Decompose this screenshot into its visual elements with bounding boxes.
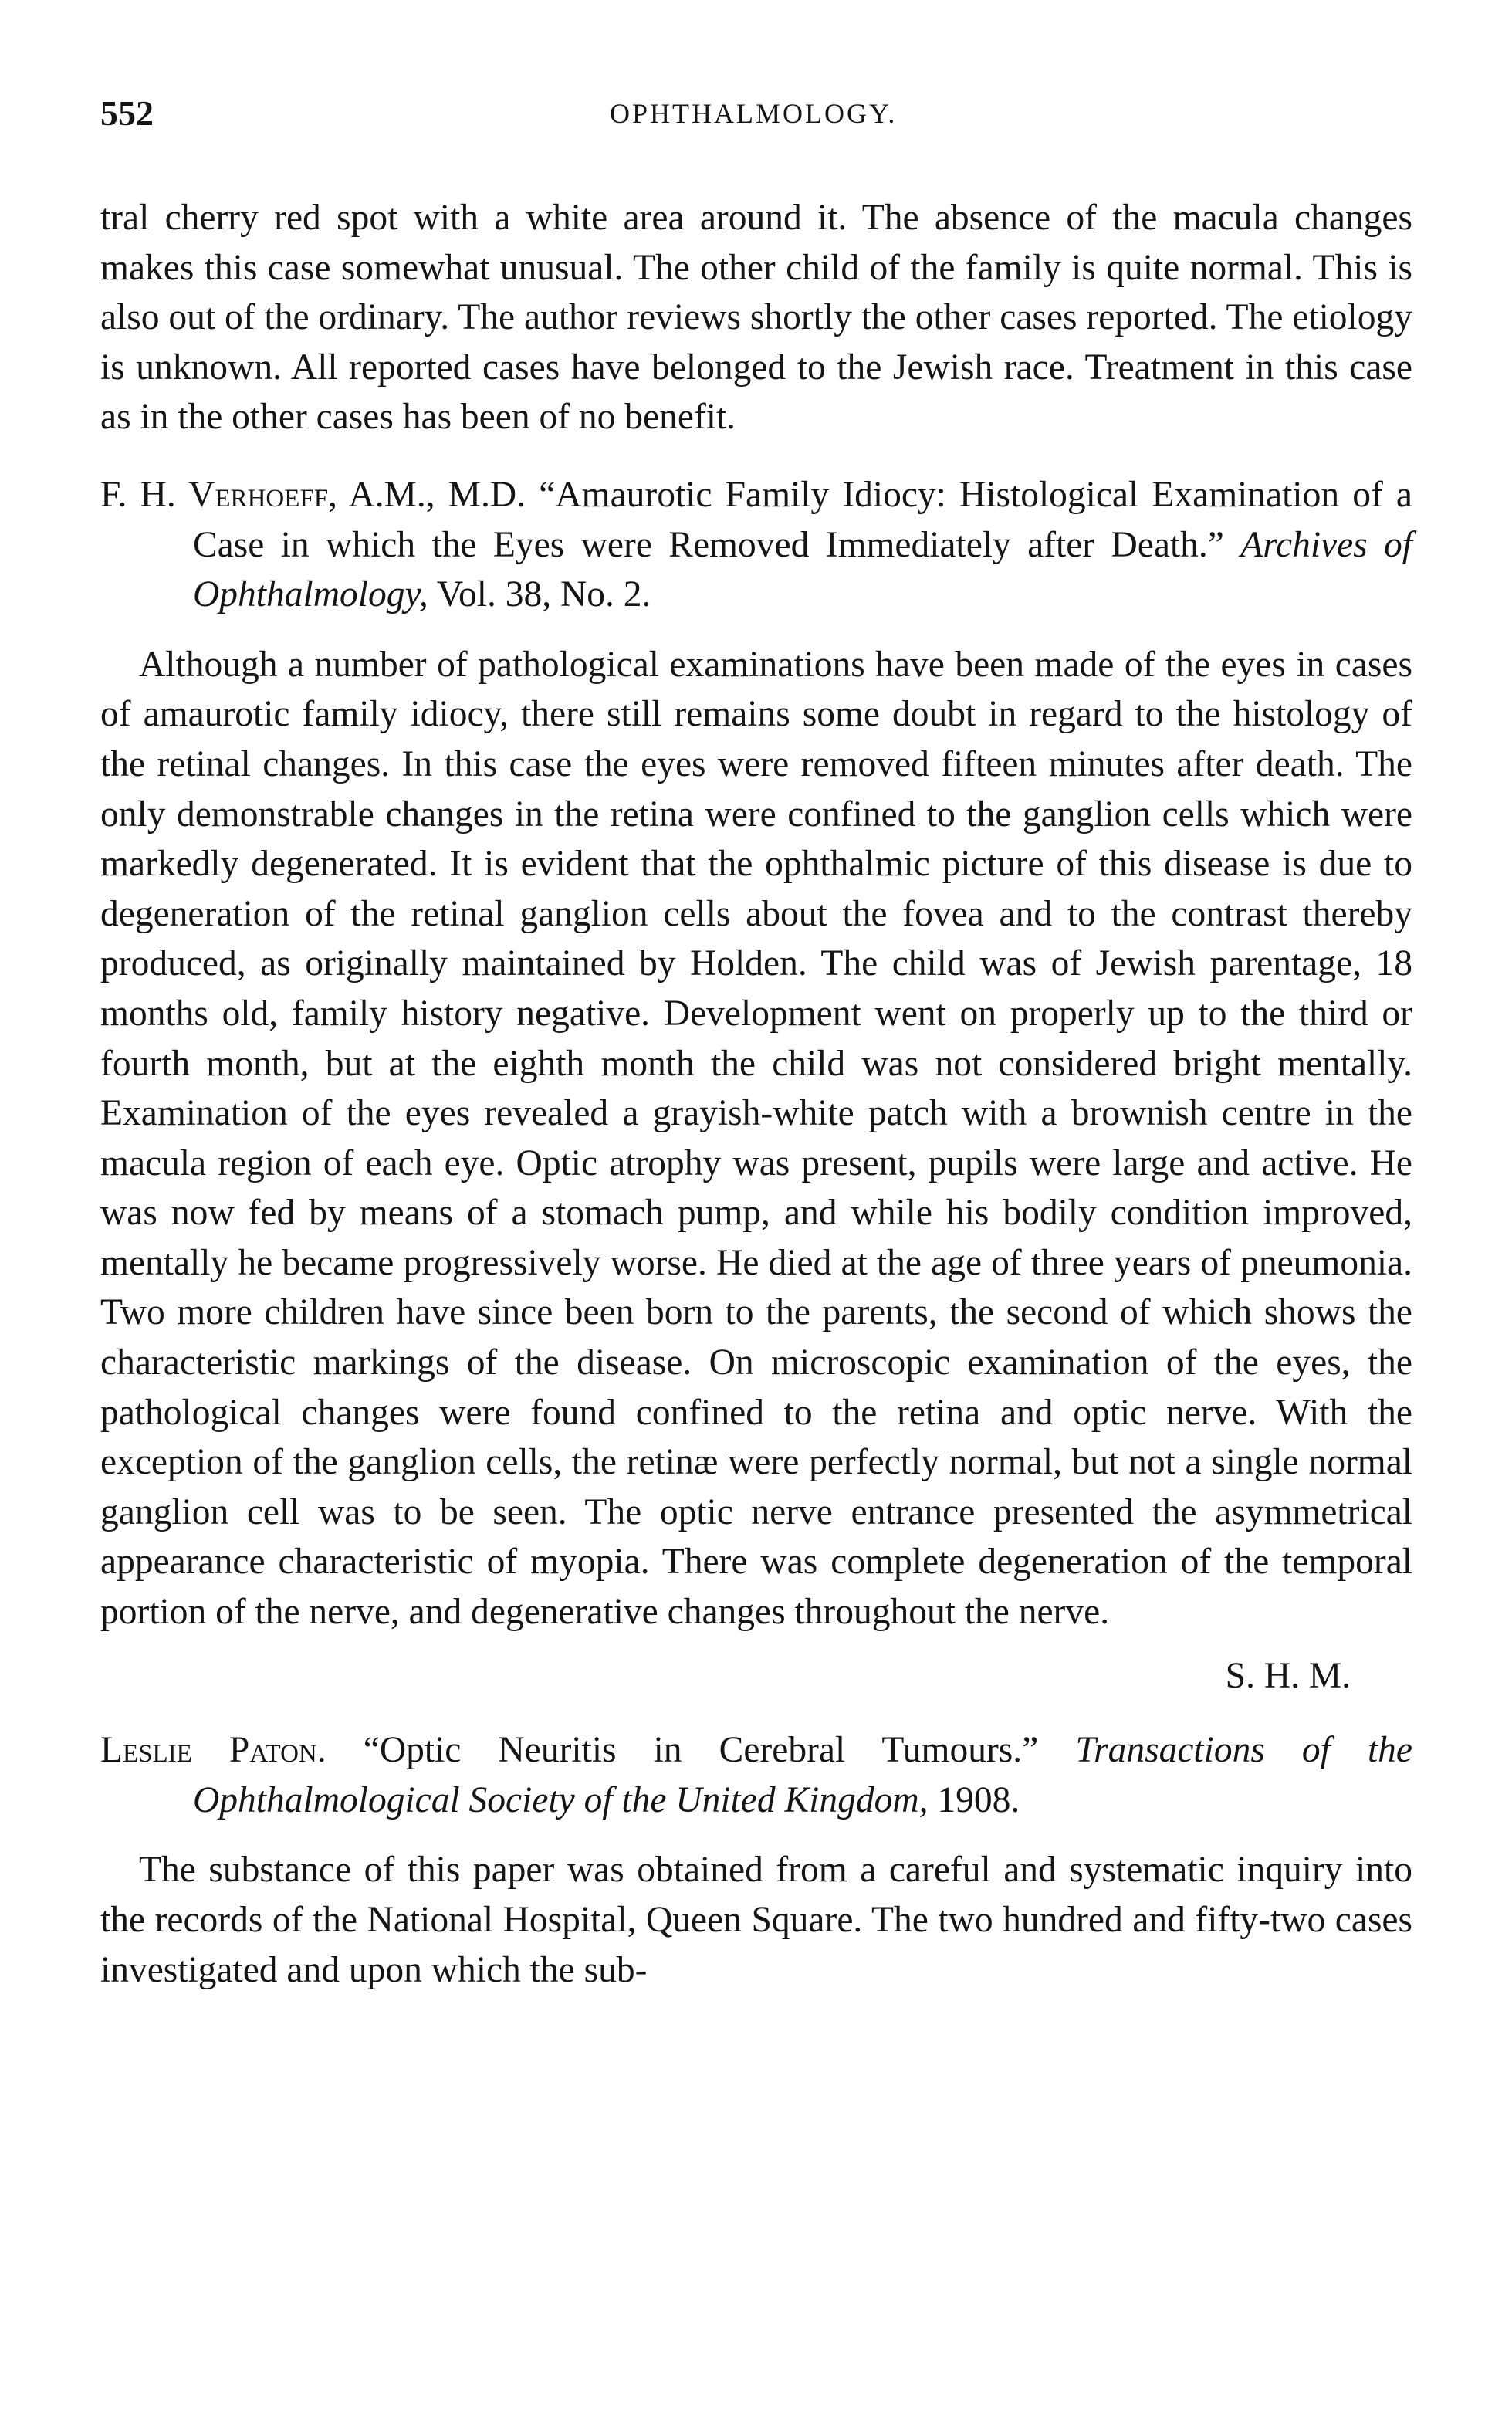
article-volume: Vol. 38, No. 2. [436,574,651,615]
article-journal: Transactions of the Ophthalmological Society of the United Kingdom, [193,1730,1412,1820]
article-author: F. H. Verhoeff, A.M., M.D. [100,474,526,515]
article-body-2: The substance of this paper was obtained from a careful and systematic inquiry into the records of the National Hospital, Queen Square. The two hundred and fifty-two cases investigated and upon which the sub- [100,1850,1412,1990]
article-title: “Amaurotic Family Idiocy: Histological Examination of a Case in which the Eyes were Removed Immediately after Death.” [193,474,1413,565]
article-author: Leslie Paton. [100,1730,326,1771]
article-citation-1 [100,470,1412,620]
article-journal: Archives of Ophthalmology, [193,524,1413,615]
article-body-1: Although a number of pathological examinations have been made of the eyes in cases of amaurotic family idiocy, there still remains some doubt in regard to the histology of the retinal changes. In this case the eyes were removed fifteen minutes after death. The only demonstrable changes in the retina were confined to the ganglion cells which were markedly degenerated. It is evident that the ophthalmic picture of this disease is due to degeneration of the retinal ganglion cells about the fovea and to the contrast thereby produced, as originally maintained by Holden. The child was of Jewish parentage, 18 months old, family history negative. Development went on properly up to the third or fourth month, but at the eighth month the child was not considered bright mentally. Examination of the eyes revealed a grayish-white patch with a brownish centre in the macula region of each eye. Optic atrophy was present, pupils were large and active. He was now fed by means of a stomach pump, and while his bodily condition improved, mentally he became progressively worse. He died at the age of three years of pneumonia. Two more children have since been born to the parents, the second of which shows the characteristic markings of the disease. On microscopic examination of the eyes, the pathological changes were found confined to the retina and optic nerve. With the exception of the ganglion cells, the retinæ were perfectly normal, but not a single normal ganglion cell was to be seen. The optic nerve entrance presented the asymmetrical appearance characteristic of myopia. There was complete degeneration of the temporal portion of the nerve, and degenerative changes throughout the nerve. [100,644,1412,1633]
article-citation-2 [100,1725,1412,1825]
page-number: 552 [100,93,154,133]
document-page [100,93,1412,1995]
article-title: “Optic Neuritis in Cerebral Tumours.” [363,1730,1039,1771]
reviewer-signature: S. H. M. [1225,1655,1351,1696]
continuation-paragraph: tral cherry red spot with a white area around it. The absence of the macula changes makes this case somewhat unusual. The other child of the family is quite normal. This is also out of the ordinary. The author reviews shortly the other cases reported. The etiology is unknown. All reported cases have belonged to the Jewish race. Treatment in this case as in the other cases has been of no benefit. [100,198,1412,438]
running-head [100,93,1412,147]
article-year: 1908. [937,1779,1020,1820]
journal-title: OPHTHALMOLOGY. [610,98,898,129]
